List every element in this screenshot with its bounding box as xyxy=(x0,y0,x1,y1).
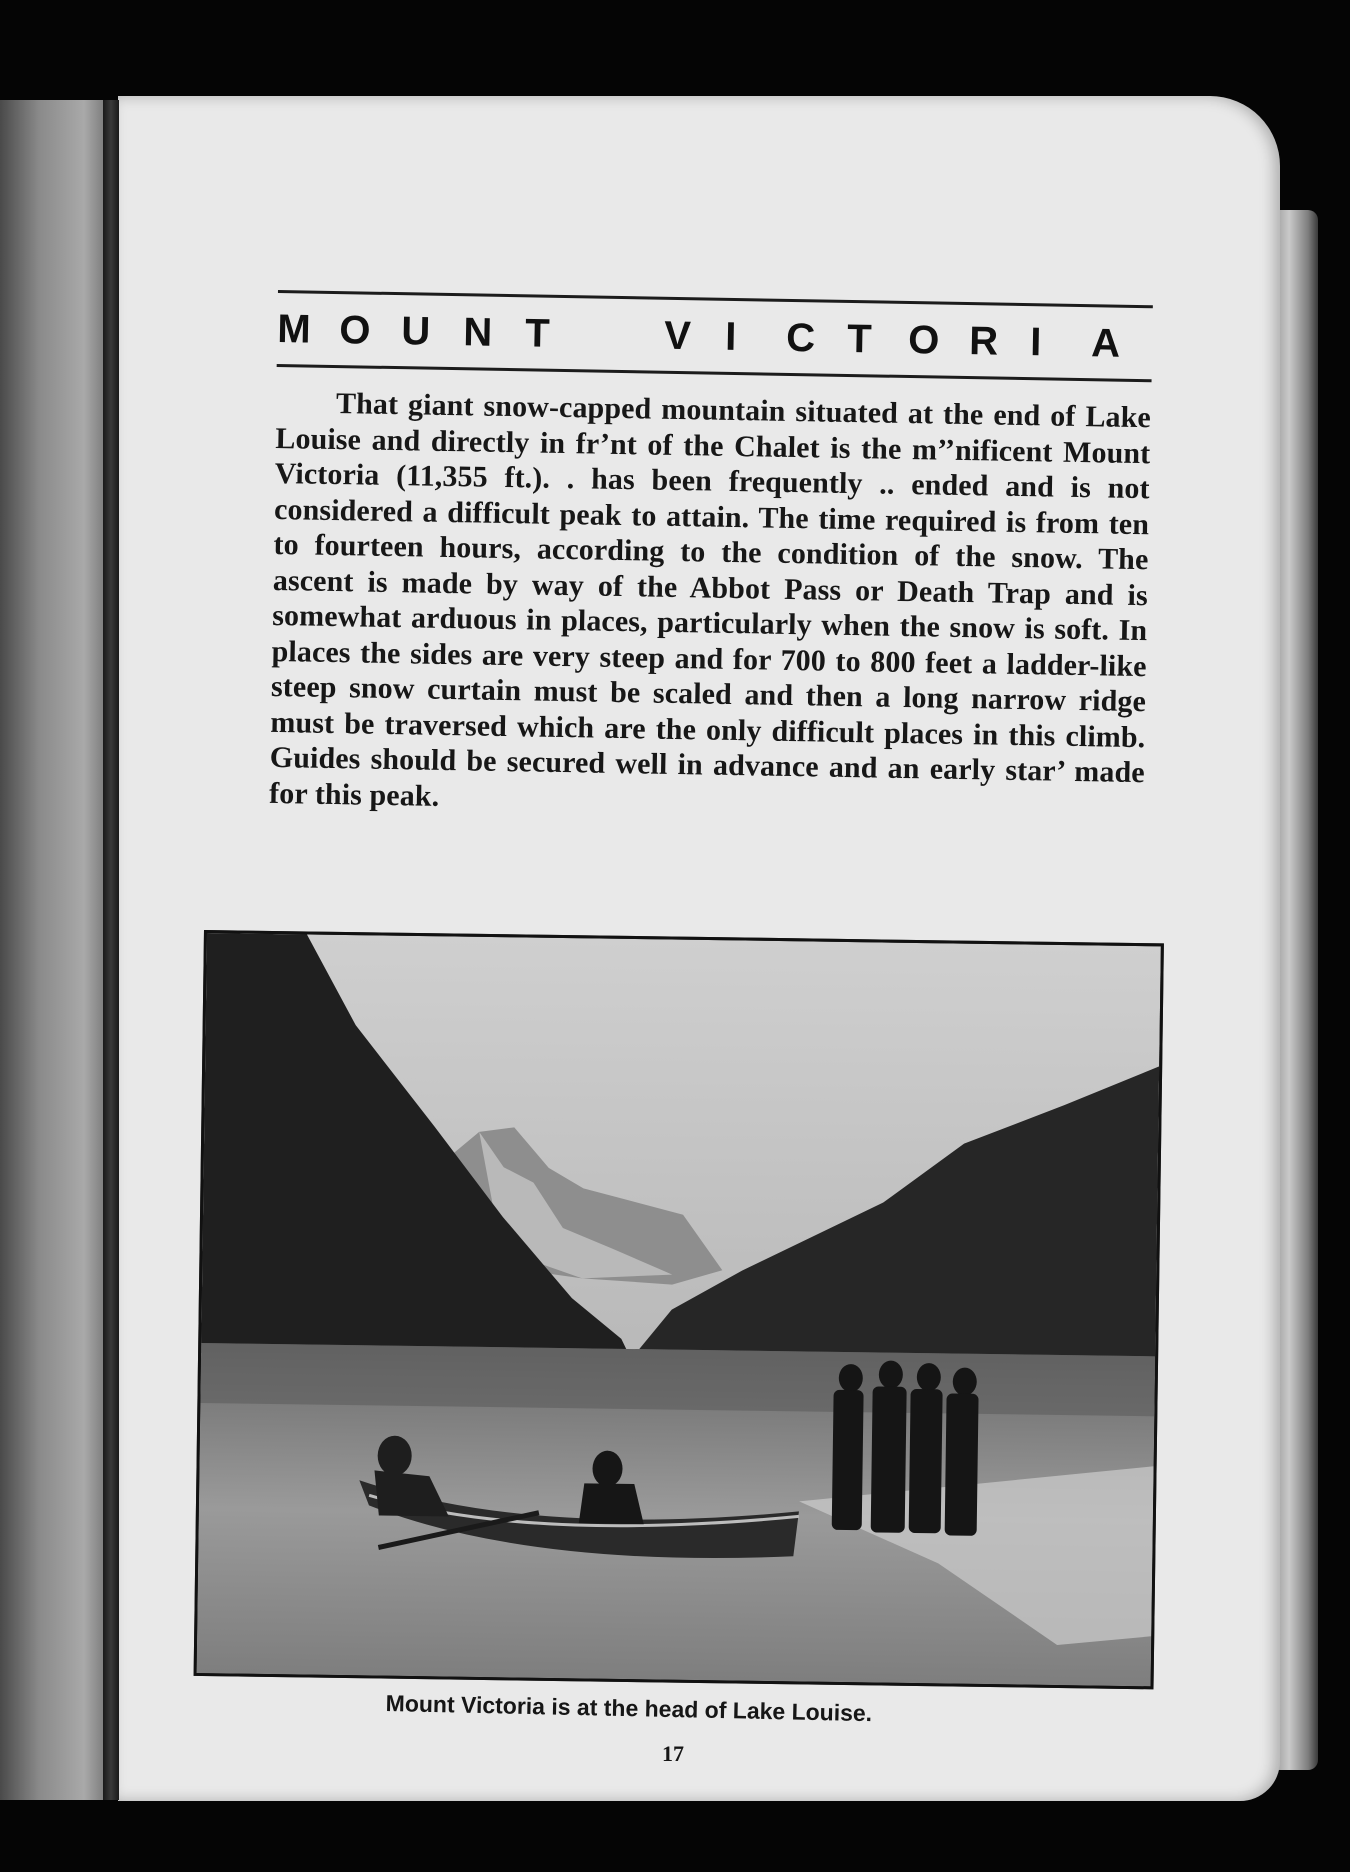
photo-caption: Mount Victoria is at the head of Lake Louise. xyxy=(385,1690,873,1727)
title-word-victoria: V I C T O R I A xyxy=(663,313,1121,366)
passenger-figure-body xyxy=(579,1483,645,1524)
lake-louise-photograph xyxy=(194,930,1164,1689)
page-content xyxy=(268,290,1152,856)
title-word-mount: M O U N T xyxy=(276,306,551,356)
title-rule-bottom xyxy=(277,364,1152,382)
body-paragraph: That giant snow-capped mountain situated at the end of Lake Louise and directly in fr’nt of the Chalet is the m’’nificent Mount Victoria (11,355 ft.). . has been frequently .. ended and is not considered a difficult peak to attain. The time required is from ten to fourteen hours, according to the condition of the snow. The ascent is made by way of the Abbot Pass or Death Trap and is somewhat arduous in places, particularly when the snow is soft. In places the sides are very steep and for 700 to 800 feet a ladder-like steep snow curtain must be scaled and then a long narrow ridge must be traversed which are the only difficult places in this climb. Guides should be secured well in advance and an early star’ made for this peak. xyxy=(268,387,1152,813)
book-spine xyxy=(103,100,119,1800)
photo-illustration xyxy=(197,933,1161,1686)
page-number: 17 xyxy=(662,1741,684,1766)
page-title xyxy=(277,307,1153,367)
facing-page-edge xyxy=(0,100,112,1800)
